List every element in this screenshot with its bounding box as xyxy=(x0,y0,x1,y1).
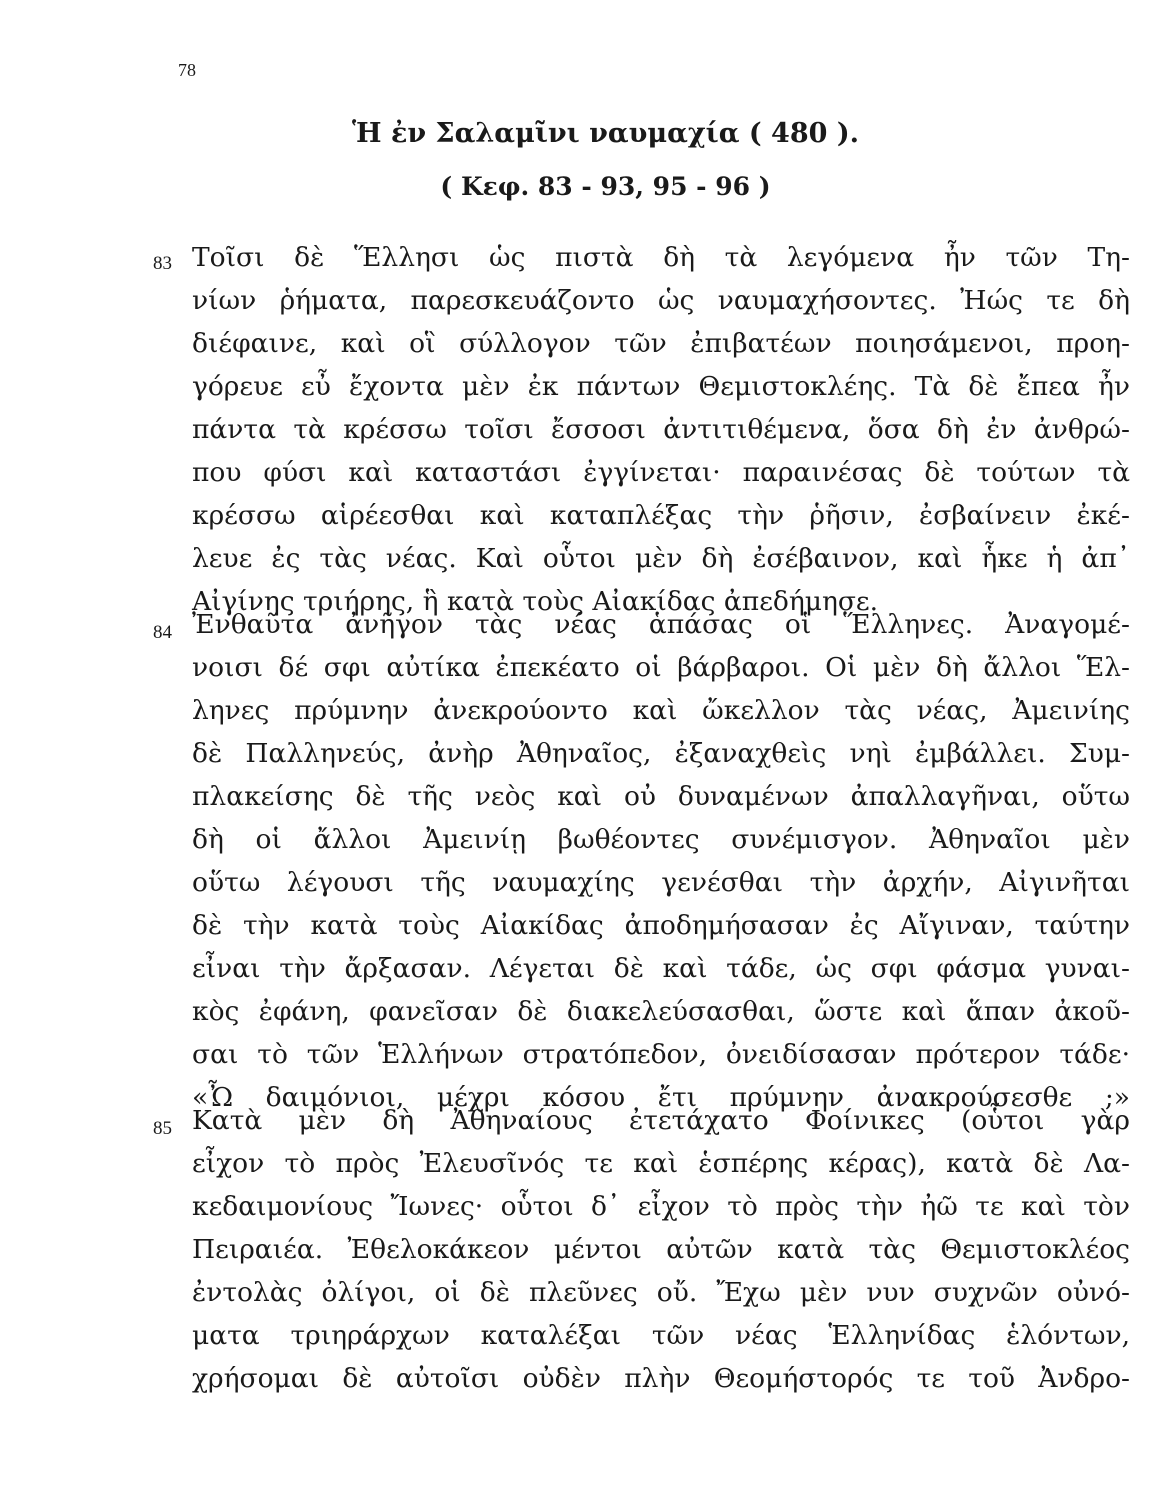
text-line: «Ὦ δαιμόνιοι, μέχρι κόσου ἔτι πρύμνην ἀνακρούσεσθε ;» xyxy=(192,1082,1130,1113)
text-line: διέφαινε, καὶ οἳ σύλλογον τῶν ἐπιβατέων ποιησάμενοι, προη- xyxy=(192,328,1130,359)
text-line: νίων ῥήματα, παρεσκευάζοντο ὡς ναυμαχήσοντες. Ἠώς τε δὴ xyxy=(192,285,1130,316)
text-line: εἶχον τὸ πρὸς Ἐλευσῖνός τε καὶ ἑσπέρης κέρας), κατὰ δὲ Λα- xyxy=(192,1148,1130,1179)
text-line: που φύσι καὶ καταστάσι ἐγγίνεται· παραινέσας δὲ τούτων τὰ xyxy=(192,457,1130,488)
text-line: νοισι δέ σφι αὐτίκα ἐπεκέατο οἱ βάρβαροι. Οἱ μὲν δὴ ἄλλοι Ἕλ- xyxy=(192,652,1130,683)
text-line: χρήσομαι δὲ αὐτοῖσι οὐδὲν πλὴν Θεομήστορός τε τοῦ Ἀνδρο- xyxy=(192,1363,1130,1394)
text-line: Ἐνθαῦτα ἀνῆγον τὰς νέας ἁπάσας οἱ Ἕλληνες. Ἀναγομέ- xyxy=(192,609,1130,640)
text-line: ματα τριηράρχων καταλέξαι τῶν νέας Ἑλληνίδας ἑλόντων, xyxy=(192,1320,1130,1351)
text-line: ληνες πρύμνην ἀνεκρούοντο καὶ ὤκελλον τὰς νέας, Ἀμεινίης xyxy=(192,695,1130,726)
text-line: λευε ἐς τὰς νέας. Καὶ οὗτοι μὲν δὴ ἐσέβαινον, καὶ ἧκε ἡ ἀπ᾿ xyxy=(192,543,1130,574)
page-number: 78 xyxy=(178,60,196,80)
text-line: κὸς ἐφάνη, φανεῖσαν δὲ διακελεύσασθαι, ὥστε καὶ ἅπαν ἀκοῦ- xyxy=(192,996,1130,1027)
text-line: πάντα τὰ κρέσσω τοῖσι ἔσσοσι ἀντιτιθέμενα, ὅσα δὴ ἐν ἀνθρώ- xyxy=(192,414,1130,445)
text-line: δὴ οἱ ἄλλοι Ἀμεινίῃ βωθέοντες συνέμισγον. Ἀθηναῖοι μὲν xyxy=(192,824,1130,855)
chapter-number-83: 83 xyxy=(153,253,172,274)
text-line: Πειραιέα. Ἐθελοκάκεον μέντοι αὐτῶν κατὰ τὰς Θεμιστοκλέος xyxy=(192,1234,1130,1265)
page-title: Ἡ ἐν Σαλαμῖνι ναυμαχία ( 480 ). xyxy=(352,118,859,149)
page-subtitle: ( Κεφ. 83 - 93, 95 - 96 ) xyxy=(440,172,771,201)
text-line: γόρευε εὖ ἔχοντα μὲν ἐκ πάντων Θεμιστοκλέης. Τὰ δὲ ἔπεα ἦν xyxy=(192,371,1130,402)
text-line: εἶναι τὴν ἄρξασαν. Λέγεται δὲ καὶ τάδε, ὡς σφι φάσμα γυναι- xyxy=(192,953,1130,984)
text-line: οὕτω λέγουσι τῆς ναυμαχίης γενέσθαι τὴν ἀρχήν, Αἰγινῆται xyxy=(192,867,1130,898)
chapter-number-84: 84 xyxy=(153,622,172,643)
text-line: ἐντολὰς ὀλίγοι, οἱ δὲ πλεῦνες οὔ. Ἔχω μὲν νυν συχνῶν οὐνό- xyxy=(192,1277,1130,1308)
text-line: Τοῖσι δὲ Ἕλλησι ὡς πιστὰ δὴ τὰ λεγόμενα ἦν τῶν Τη- xyxy=(192,242,1130,273)
text-line: Αἰγίνης τριήρης, ἣ κατὰ τοὺς Αἰακίδας ἀπεδήμησε. xyxy=(192,586,879,617)
text-line: Κατὰ μὲν δὴ Ἀθηναίους ἐτετάχατο Φοίνικες (οὗτοι γὰρ xyxy=(192,1105,1130,1136)
text-line: πλακείσης δὲ τῆς νεὸς καὶ οὐ δυναμένων ἀπαλλαγῆναι, οὕτω xyxy=(192,781,1130,812)
text-line: δὲ τὴν κατὰ τοὺς Αἰακίδας ἀποδημήσασαν ἐς Αἴγιναν, ταύτην xyxy=(192,910,1130,941)
chapter-number-85: 85 xyxy=(153,1118,172,1139)
text-line: κεδαιμονίους Ἴωνες· οὗτοι δ᾿ εἶχον τὸ πρὸς τὴν ἠῶ τε καὶ τὸν xyxy=(192,1191,1130,1222)
text-line: δὲ Παλληνεύς, ἀνὴρ Ἀθηναῖος, ἐξαναχθεὶς νηὶ ἐμβάλλει. Συμ- xyxy=(192,738,1130,769)
text-line: κρέσσω αἱρέεσθαι καὶ καταπλέξας τὴν ῥῆσιν, ἐσβαίνειν ἐκέ- xyxy=(192,500,1130,531)
text-line: σαι τὸ τῶν Ἑλλήνων στρατόπεδον, ὀνειδίσασαν πρότερον τάδε· xyxy=(192,1039,1130,1070)
